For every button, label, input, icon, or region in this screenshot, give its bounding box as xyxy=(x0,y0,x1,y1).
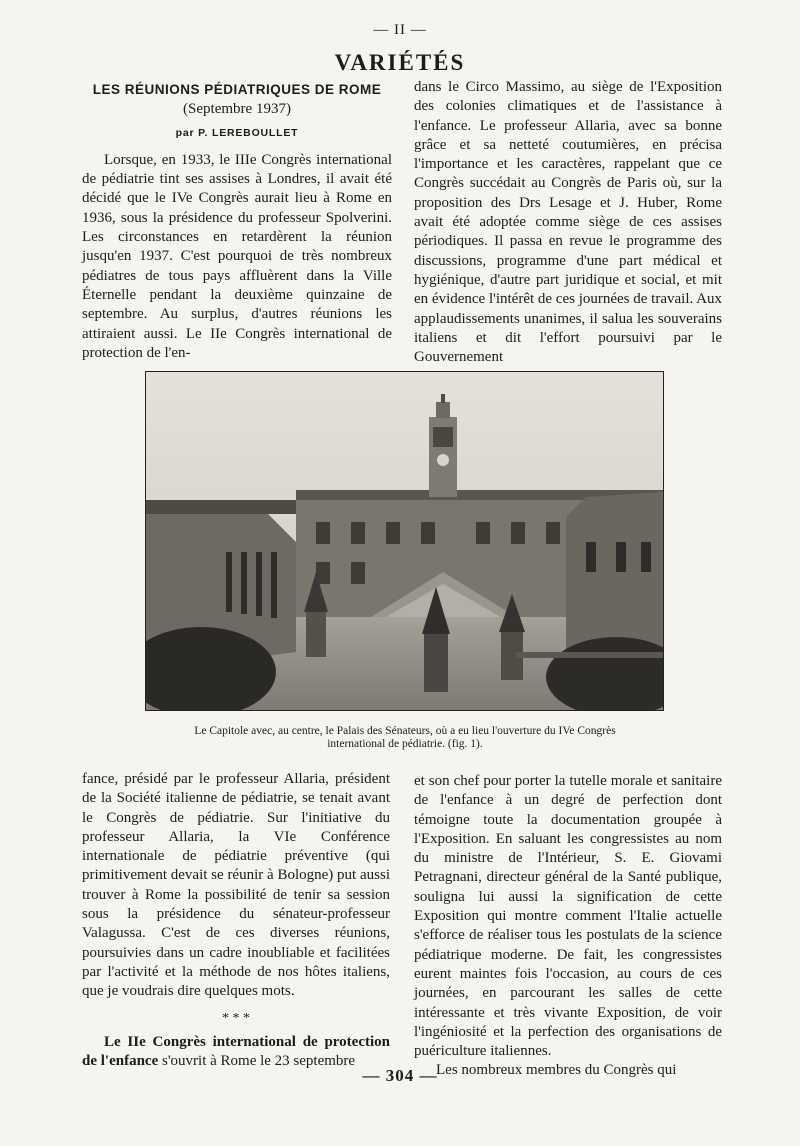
congress-heading: Le IIe Congrès international de protection de l'enfance xyxy=(82,1033,390,1069)
figure-caption xyxy=(140,725,670,751)
article-title: LES RÉUNIONS PÉDIATRIQUES DE ROME xyxy=(92,82,382,97)
author-name: P. LEREBOULLET xyxy=(198,126,299,139)
caption-line-2: international de pédiatrie. (fig. 1). xyxy=(327,738,483,750)
author-prefix: par xyxy=(175,126,195,139)
page-number: — 304 — xyxy=(362,1066,438,1085)
paragraph-minister: et son chef pour porter la tutelle morale et sanitaire de l'enfance à un degré de perfection dont témoigne toute la documentation groupée à l'Exposition. En saluant les congressistes au nom du ministre de l'Intérieur, S. E. Giovami Petragnani, directeur général de la Santé publique, souligna lui aussi la signification de cette Exposition qui montre comment l'Italie actuelle s'efforce de réaliser tous les postulats de la science pédiatrique moderne. De fait, les congressistes eurent maintes fois l'occasion, au cours de ces journées, en parcourant les salles de cette intéressante et très vivante Exposition, de voir l'ingéniosité et la perfection des organisations de puériculture italiennes. xyxy=(414,773,722,1060)
congress-opening-text: s'ouvrit à Rome le 23 septembre xyxy=(158,1052,356,1069)
paragraph-intro: Lorsque, en 1933, le IIIe Congrès international de pédiatrie tint ses assises à Londres, il avait été décidé que le IVe Congrès aurait lieu à Rome en 1936, sous la présidence du professeur Spolverini. Les circonstances en retardèrent la réunion jusqu'en 1937. C'est pourquoi de très nombreux pédiatres de tous pays affluèrent dans la Ville Éternelle pendant la deuxième quinzaine de septembre. Au surplus, d'autres réunions les attiraient aussi. Le IIe Congrès international de protection de l'en- xyxy=(82,151,392,361)
paragraph-exposition: dans le Circo Massimo, au siège de l'Exposition des colonies climatiques et de l'assistance à l'enfance. Le professeur Allaria, avec sa bonne grâce et sa netteté coutumières, en précisa l'importance et les caractères, rappelant que ce Congrès succédait au Congrès de Paris où, sur la proposition des Drs Lesage et J. Huber, Rome avait été adoptée comme siège de ces assises périodiques. Il passa en revue le programme des discussions, programme d'une part médical et hygiénique, d'autre part juridique et social, et mit en évidence l'intérêt de ces journées de travail. Aux applaudissements unanimes, il salua les souverains italiens et dit l'effort poursuivi par le Gouvernement xyxy=(414,79,722,366)
capitol-photo-illustration xyxy=(146,372,663,710)
paragraph-conference: fance, présidé par le professeur Allaria, président de la Société italienne de pédiatrie, se tenait avant le Congrès de pédiatrie. Sur l'initiative du professeur Allaria, la VIe Conférence internationale de pédiatrie préventive (qui primitivement devait se réunir à Bologne) put aussi trouver à Rome la possibilité de tenir sa session sous la présidence du sénateur-professeur Valagussa. C'est de ces diverses réunions, poursuivies dans un cadre inoubliable et facilitées par l'activité et la méthode de nos hôtes italiens, que je voudrais dire quelques mots. xyxy=(82,771,390,1000)
right-column-top xyxy=(414,78,722,367)
left-column-bottom xyxy=(82,770,390,1071)
capitol-photo xyxy=(145,371,664,711)
paragraph-members: Les nombreux membres du Congrès qui xyxy=(436,1062,677,1079)
article-date: (Septembre 1937) xyxy=(183,101,291,118)
left-column-top xyxy=(82,80,392,363)
page-marker: — II — xyxy=(373,22,427,38)
article-author xyxy=(82,124,392,143)
section-title: VARIÉTÉS xyxy=(334,50,466,75)
section-stars: * * * xyxy=(222,1010,250,1026)
caption-line-1: Le Capitole avec, au centre, le Palais des Sénateurs, où a eu lieu l'ouverture du IVe Congrès xyxy=(194,725,616,737)
right-column-bottom xyxy=(414,772,722,1081)
